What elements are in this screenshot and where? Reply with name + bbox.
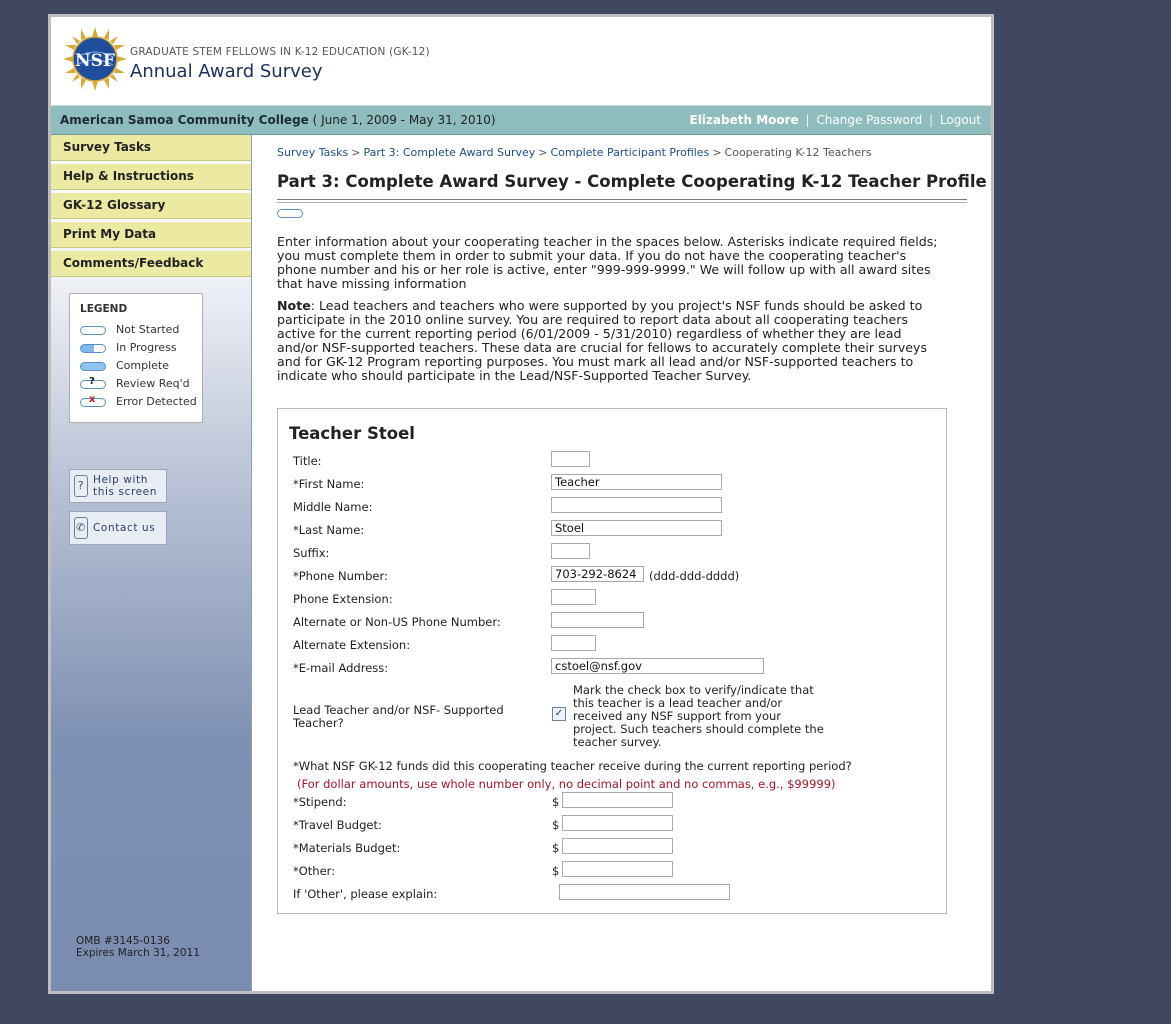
not-started-icon — [80, 326, 106, 335]
legend-label: In Progress — [116, 341, 177, 354]
travel-budget-input[interactable] — [562, 815, 673, 831]
breadcrumb — [277, 146, 871, 159]
divider — [277, 199, 967, 200]
review-required-icon — [80, 375, 106, 389]
note-text — [277, 299, 945, 383]
help-button-label — [93, 474, 157, 498]
help-screen-button[interactable] — [69, 469, 167, 503]
breadcrumb-survey-tasks[interactable]: Survey Tasks — [277, 146, 349, 159]
lead-teacher-help: Mark the check box to verify/indicate that this teacher is a lead teacher and/or received any NSF support from your project. Such teachers should complete the teacher survey. — [573, 683, 824, 749]
error-mark: x — [89, 393, 96, 405]
separator: | — [929, 113, 934, 127]
user-links — [690, 113, 982, 127]
sidebar-item-comments-feedback[interactable]: Comments/Feedback — [51, 251, 251, 277]
currency-symbol: $ — [552, 841, 560, 855]
page-frame — [48, 14, 994, 994]
page-title: Part 3: Complete Award Survey - Complete Cooperating K-12 Teacher Profile — [277, 172, 987, 191]
first-name-input[interactable]: Teacher — [551, 474, 722, 490]
sidebar — [51, 135, 252, 991]
error-detected-icon — [80, 393, 106, 407]
last-name-input[interactable]: Stoel — [551, 520, 722, 536]
other-input[interactable] — [562, 861, 673, 877]
omb-number: OMB #3145-0136 — [76, 935, 170, 947]
legend — [69, 293, 203, 423]
suffix-label: Suffix: — [293, 546, 330, 560]
phone-label: *Phone Number: — [293, 569, 388, 583]
institution-name: American Samoa Community College — [60, 113, 309, 127]
reporting-period: ( June 1, 2009 - May 31, 2010) — [312, 113, 496, 127]
page — [51, 17, 991, 991]
logout-link[interactable]: Logout — [939, 113, 981, 127]
app-title: Annual Award Survey — [130, 61, 323, 82]
institution-bar — [51, 105, 991, 135]
first-name-label: *First Name: — [293, 477, 365, 491]
title-label: Title: — [293, 454, 322, 468]
header — [51, 17, 991, 103]
sidebar-item-help-instructions[interactable]: Help & Instructions — [51, 164, 251, 190]
not-started-status-icon — [277, 209, 303, 218]
funds-note: (For dollar amounts, use whole number only, no decimal point and no commas, e.g., $99999) — [297, 777, 836, 791]
legend-error — [80, 395, 197, 408]
lead-teacher-checkbox[interactable]: ✓ — [552, 707, 566, 721]
legend-label: Not Started — [116, 323, 180, 336]
legend-heading: LEGEND — [80, 303, 128, 315]
breadcrumb-part3[interactable]: Part 3: Complete Award Survey — [363, 146, 536, 159]
materials-budget-label: *Materials Budget: — [293, 841, 401, 855]
divider — [277, 202, 967, 203]
breadcrumb-participant-profiles[interactable]: Complete Participant Profiles — [550, 146, 710, 159]
phone-extension-label: Phone Extension: — [293, 592, 393, 606]
funds-question: *What NSF GK-12 funds did this cooperating teacher receive during the current reporting period? — [293, 759, 852, 773]
institution-info — [60, 113, 496, 127]
note-label: Note — [277, 298, 311, 313]
alt-extension-label: Alternate Extension: — [293, 638, 411, 652]
email-input[interactable]: cstoel@nsf.gov — [551, 658, 764, 674]
breadcrumb-sep: > — [351, 146, 361, 159]
currency-symbol: $ — [552, 864, 560, 878]
separator: | — [805, 113, 810, 127]
email-label: *E-mail Address: — [293, 661, 389, 675]
logo-text: NSF — [75, 51, 115, 71]
materials-budget-input[interactable] — [562, 838, 673, 854]
contact-button-label: Contact us — [93, 522, 156, 534]
currency-symbol: $ — [552, 795, 560, 809]
help-icon: ? — [74, 475, 88, 497]
legend-in-progress — [80, 341, 177, 354]
suffix-input[interactable] — [551, 543, 590, 559]
change-password-link[interactable]: Change Password — [816, 113, 923, 127]
help-button-line2: this screen — [93, 486, 158, 498]
sidebar-item-survey-tasks[interactable]: Survey Tasks — [51, 135, 251, 161]
alt-phone-input[interactable] — [551, 612, 644, 628]
nsf-logo[interactable] — [63, 27, 127, 91]
sidebar-item-glossary[interactable]: GK-12 Glossary — [51, 193, 251, 219]
in-progress-icon — [80, 344, 106, 353]
legend-not-started — [80, 323, 179, 336]
complete-icon — [80, 362, 106, 371]
contact-us-button[interactable] — [69, 511, 167, 545]
other-explain-input[interactable] — [559, 884, 730, 900]
alt-phone-label: Alternate or Non-US Phone Number: — [293, 615, 501, 629]
middle-name-input[interactable] — [551, 497, 722, 513]
phone-icon: ✆ — [74, 517, 88, 539]
last-name-label: *Last Name: — [293, 523, 365, 537]
breadcrumb-current: Cooperating K-12 Teachers — [724, 146, 872, 159]
lead-teacher-label: Lead Teacher and/or NSF- Supported Teacher? — [293, 703, 504, 730]
legend-review — [80, 377, 190, 390]
legend-label: Review Req'd — [116, 377, 190, 390]
omb-info — [76, 935, 200, 959]
note-body: : Lead teachers and teachers who were supported by you project's NSF funds should be asked to participate in the 2010 online survey. You are required to report data about all cooperating teachers active for the current reporting period (6/01/2009 - 5/31/2010) regardless of whether they are lead and/or NSF-supported teachers. These data are crucial for fellows to accurately complete their surveys and for GK-12 Program reporting purposes. You must mark all lead and/or NSF-supported teachers to indicate who should participate in the Lead/NSF-Supported Teacher Survey. — [277, 298, 928, 383]
stipend-label: *Stipend: — [293, 795, 347, 809]
travel-budget-label: *Travel Budget: — [293, 818, 382, 832]
breadcrumb-sep: > — [712, 146, 722, 159]
program-subtitle: GRADUATE STEM FELLOWS IN K-12 EDUCATION (GK-12) — [130, 46, 430, 58]
question-mark: ? — [89, 375, 95, 387]
middle-name-label: Middle Name: — [293, 500, 373, 514]
teacher-form — [277, 408, 947, 914]
legend-complete — [80, 359, 169, 372]
form-title: Teacher Stoel — [289, 424, 415, 443]
currency-symbol: $ — [552, 818, 560, 832]
intro-text: Enter information about your cooperating teacher in the spaces below. Asterisks indicate required fields; you must complete them in order to submit your data. If you do not have the cooperating teacher's phone number and his or her role is active, enter "999-999-9999." We will follow up with all award sites that have missing information — [277, 234, 938, 291]
user-name: Elizabeth Moore — [689, 113, 799, 127]
omb-expiry: Expires March 31, 2011 — [76, 947, 200, 959]
phone-extension-input[interactable] — [551, 589, 596, 605]
breadcrumb-sep: > — [538, 146, 548, 159]
alt-extension-input[interactable] — [551, 635, 596, 651]
title-input[interactable] — [551, 451, 590, 467]
other-explain-label: If 'Other', please explain: — [293, 887, 438, 901]
stipend-input[interactable] — [562, 792, 673, 808]
legend-label: Complete — [116, 359, 170, 372]
other-label: *Other: — [293, 864, 336, 878]
phone-input[interactable]: 703-292-8624 — [551, 566, 644, 582]
phone-format-hint: (ddd-ddd-dddd) — [649, 569, 740, 583]
legend-label: Error Detected — [116, 395, 197, 408]
help-button-line1: Help with — [93, 474, 148, 486]
sidebar-item-print-my-data[interactable]: Print My Data — [51, 222, 251, 248]
